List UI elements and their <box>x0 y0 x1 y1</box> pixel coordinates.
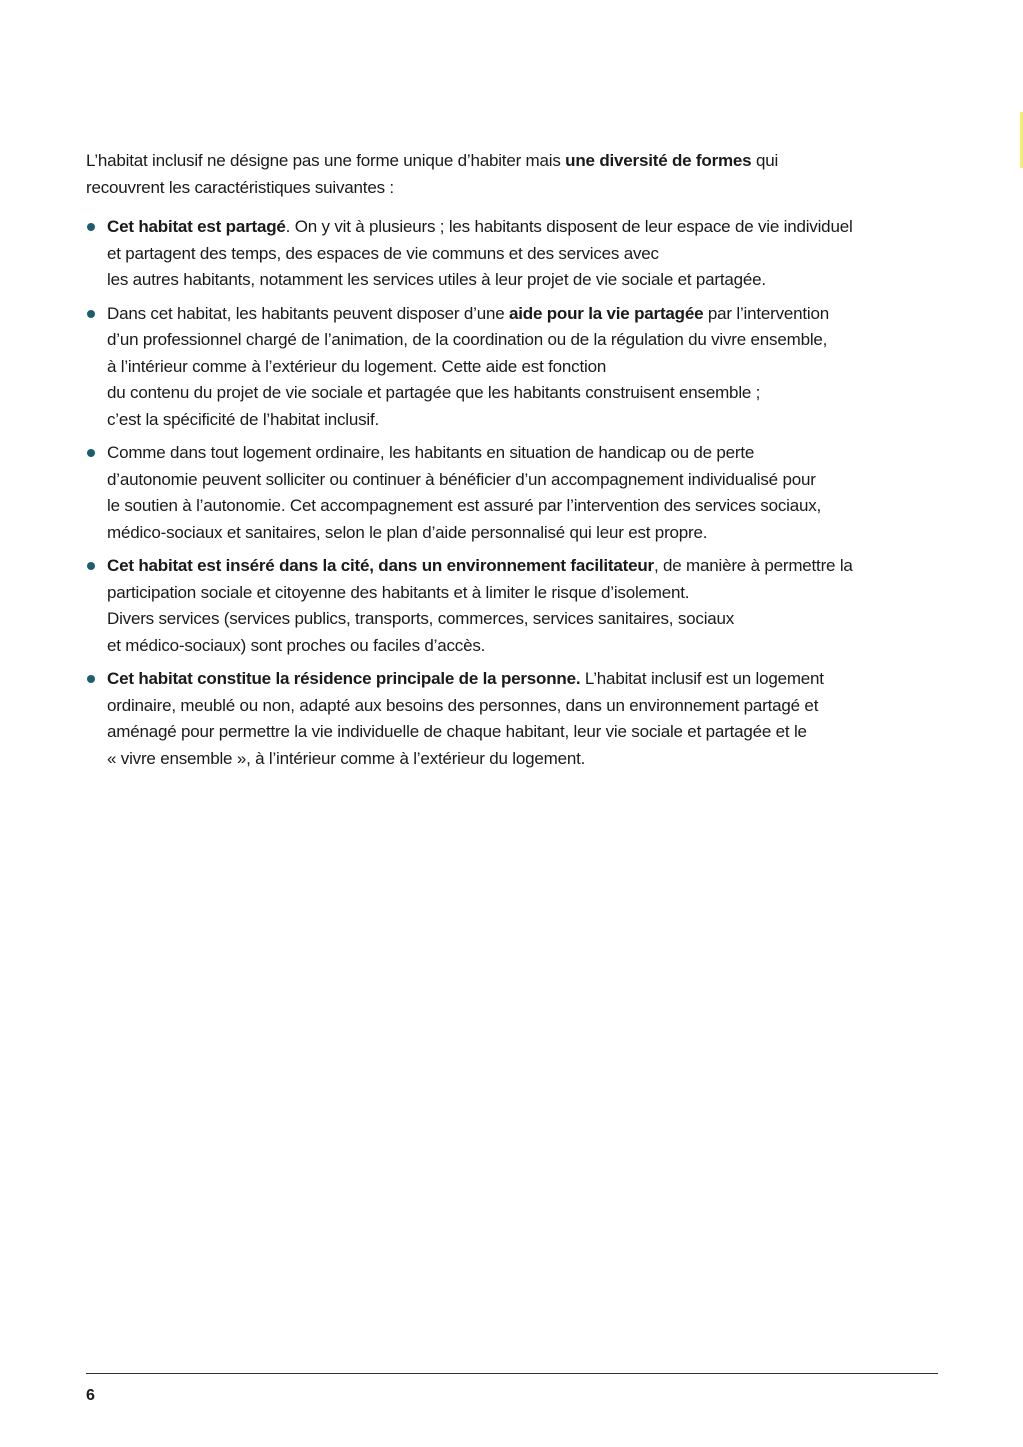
page-number: 6 <box>86 1387 95 1404</box>
list-item-main-residence <box>86 666 946 772</box>
list-item-city-integration <box>86 553 946 659</box>
intro-emphasis: une diversité de formes <box>565 151 752 170</box>
list-item-text-start: Dans cet habitat, les habitants peuvent disposer d’une <box>107 303 509 323</box>
list-item-emphasis: Cet habitat constitue la résidence principale de la personne. <box>107 669 581 688</box>
bullet-icon <box>87 223 95 231</box>
list-item-emphasis: aide pour la vie partagée <box>509 303 704 323</box>
bullet-icon <box>87 675 95 683</box>
list-item-shared-life-support <box>86 301 946 434</box>
list-item-emphasis: Cet habitat est partagé <box>107 217 286 236</box>
list-item-text-start: Comme dans tout logement ordinaire, les habitants en situation de handicap ou de perte d’autonomie peuvent solliciter ou continuer à bénéficier d’un accompagnement individualisé pour le soutien à l’autonomie. Cet accompagnement est assuré par l’intervention des services sociaux, médico-sociaux et sanitaires, selon le plan d’aide personnalisé qui leur est propre. <box>107 443 822 542</box>
list-item-emphasis: Cet habitat est inséré dans la cité, dans un environnement facilitateur <box>107 556 654 575</box>
intro-paragraph <box>86 148 946 201</box>
list-item-individual-support <box>86 440 946 546</box>
bullet-icon <box>87 449 95 457</box>
list-item-text-end: , de manière à permettre la participation sociale et citoyenne des habitants et à limiter le risque d’isolement. Divers services (services publics, transports, commerces, services sanitaires, sociaux et médico-sociaux) sont proches ou faciles d’accès. <box>107 556 853 655</box>
list-item-text-end: L’habitat inclusif est un logement ordinaire, meublé ou non, adapté aux besoins des personnes, dans un environnement partagé et aménagé pour permettre la vie individuelle de chaque habitant, leur vie sociale et partagée et le « vivre ensemble », à l’intérieur comme à l’extérieur du logement. <box>107 669 824 768</box>
page-body <box>86 148 946 779</box>
characteristics-list <box>86 214 946 772</box>
list-item-text-end: . On y vit à plusieurs ; les habitants disposent de leur espace de vie individuel et partagent des temps, des espaces de vie communs et des services avec les autres habitants, notamment les services utiles à leur projet de vie sociale et partagée. <box>107 217 853 289</box>
bullet-icon <box>87 562 95 570</box>
intro-text-end: qui recouvrent les caractéristiques suivantes : <box>86 151 779 197</box>
list-item-shared-housing <box>86 214 946 294</box>
footer-divider <box>86 1373 938 1374</box>
bullet-icon <box>87 310 95 318</box>
intro-text-start: L’habitat inclusif ne désigne pas une forme unique d’habiter mais <box>86 151 566 170</box>
list-item-text-end: par l’intervention d’un professionnel chargé de l’animation, de la coordination ou de la régulation du vivre ensemble, à l’intérieur comme à l’extérieur du logement. Cette aide est fonction du contenu du projet de vie sociale et partagée que les habitants construisent ensemble ; c’est la spécificité de l’habitat inclusif. <box>107 303 830 429</box>
